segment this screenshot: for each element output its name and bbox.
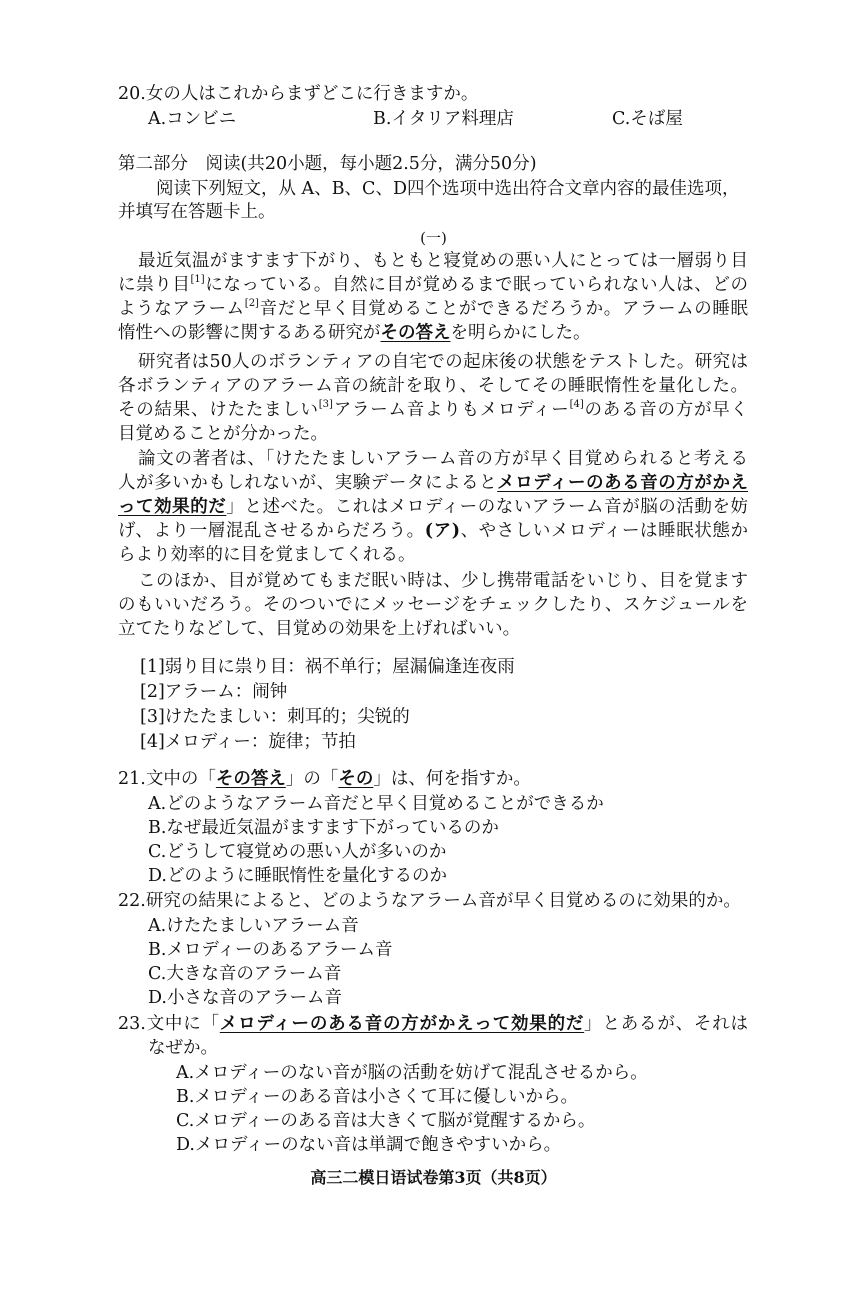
passage-p4-line3: 立てたりなどして、目覚めの効果を上げればいい。 xyxy=(118,619,521,639)
section-title: 第二部分 阅读(共20小题，每小题2.5分，满分50分) xyxy=(118,154,537,174)
q21-option-b: B.なぜ最近気温がますます下がっているのか xyxy=(148,818,499,838)
passage-p2-line4: 目覚めることが分かった。 xyxy=(118,424,328,444)
passage-number: (一) xyxy=(420,229,447,247)
footnote-ref-4: [4] xyxy=(569,399,584,410)
underlined-melody-phrase-part2: って効果的だ xyxy=(118,497,227,517)
footnote-ref-2: [2] xyxy=(244,298,259,309)
q23-option-a: A.メロディーのない音が脳の活動を妨げて混乱させるから。 xyxy=(176,1063,648,1083)
page-footer: 高三二模日语试卷第3页（共8页） xyxy=(310,1168,557,1187)
q23-stem: 23.文中に「メロディーのある音の方がかえって効果的だ」とあるが、それは xyxy=(118,1014,748,1034)
passage-p3-line4: げ、より一層混乱させるからだろう。(ア)、やさしいメロディーは睡眠状態か xyxy=(118,521,748,541)
passage-p3-line2: 人が多いかもしれないが、実験データによるとメロディーのある音の方がかえ xyxy=(118,473,748,493)
passage-p1-line4: 惰性への影響に関するある研究がその答えを明らかにした。 xyxy=(118,323,591,343)
footnote-2: [2]アラーム：闹钟 xyxy=(140,682,288,702)
passage-p1-line1: 最近気温がますます下がり、もともと寝覚めの悪い人にとっては一層弱り目 xyxy=(138,251,748,271)
q23-option-b: B.メロディーのある音は小さくて耳に優しいから。 xyxy=(176,1087,579,1107)
section-instruction-2: 并填写在答题卡上。 xyxy=(118,202,276,222)
footnote-3: [3]けたたましい：刺耳的；尖锐的 xyxy=(140,707,410,727)
q22-option-a: A.けたたましいアラーム音 xyxy=(148,916,359,936)
q21-option-d: D.どのように睡眠惰性を量化するのか xyxy=(148,866,447,886)
q20-option-c: C.そば屋 xyxy=(612,109,683,129)
q22-option-d: D.小さな音のアラーム音 xyxy=(148,988,342,1008)
underlined-melody-phrase-part1: メロディーのある音の方がかえ xyxy=(497,473,748,493)
passage-p4-line1: このほか、目が覚めてもまだ眠い時は、少し携帯電話をいじり、目を覚ます xyxy=(138,571,748,591)
q21-option-a: A.どのようなアラーム音だと早く目覚めることができるか xyxy=(148,794,604,814)
passage-p3-line5: らより効率的に目を覚ましてくれる。 xyxy=(118,545,416,565)
q23-option-c: C.メロディーのある音は大きくて脳が覚醒するから。 xyxy=(176,1111,596,1131)
passage-p1-line3: ようなアラーム[2]音だと早く目覚めることができるだろうか。アラームの睡眠 xyxy=(118,298,749,319)
passage-p2-line2: 各ボランティアのアラーム音の統計を取り、そしてその睡眠惰性を量化した。 xyxy=(118,376,748,396)
footnote-ref-1: [1] xyxy=(190,274,205,285)
q20-option-b: B.イタリア料理店 xyxy=(373,109,514,129)
passage-p3-line3: って効果的だ」と述べた。これはメロディーのないアラーム音が脳の活動を妨 xyxy=(118,497,748,517)
q20-option-a: A.コンビニ xyxy=(148,109,237,129)
q20-stem: 20.女の人はこれからまずどこに行きますか。 xyxy=(118,84,479,104)
section-instruction-1: 阅读下列短文，从 A、B、C、D四个选项中选出符合文章内容的最佳选项， xyxy=(156,179,740,199)
passage-p2-line1: 研究者は50人のボランティアの自宅での起床後の状態をテストした。研究は xyxy=(138,352,748,372)
q21-stem: 21.文中の「その答え」の「その」は、何を指すか。 xyxy=(118,769,531,789)
q23-stem-line2: なぜか。 xyxy=(148,1038,218,1058)
footnote-ref-3: [3] xyxy=(318,399,333,410)
passage-p1-line2: に祟り目[1]になっている。自然に目が覚めるまで眠っていられない人は、どの xyxy=(118,274,749,295)
q22-option-b: B.メロディーのあるアラーム音 xyxy=(148,940,393,960)
footnote-4: [4]メロディー：旋律；节拍 xyxy=(140,732,356,752)
passage-p4-line2: のもいいだろう。そのついでにメッセージをチェックしたり、スケジュールを xyxy=(118,595,748,615)
passage-p3-line1: 論文の著者は、「けたたましいアラーム音の方が早く目覚められると考える xyxy=(138,449,748,469)
q23-option-d: D.メロディーのない音は単調で飽きやすいから。 xyxy=(176,1135,562,1155)
blank-a-marker: (ア) xyxy=(424,521,460,541)
footnote-1: [1]弱り目に祟り目：祸不单行；屋漏偏逢连夜雨 xyxy=(140,657,515,677)
q22-stem: 22.研究の結果によると、どのようなアラーム音が早く目覚めるのに効果的か。 xyxy=(118,891,741,911)
q21-option-c: C.どうして寝覚めの悪い人が多いのか xyxy=(148,842,447,862)
q22-option-c: C.大きな音のアラーム音 xyxy=(148,964,342,984)
passage-p2-line3: その結果、けたたましい[3]アラーム音よりもメロディー[4]のある音の方が早く xyxy=(118,399,748,420)
underlined-sono-kotae: その答え xyxy=(380,323,451,343)
